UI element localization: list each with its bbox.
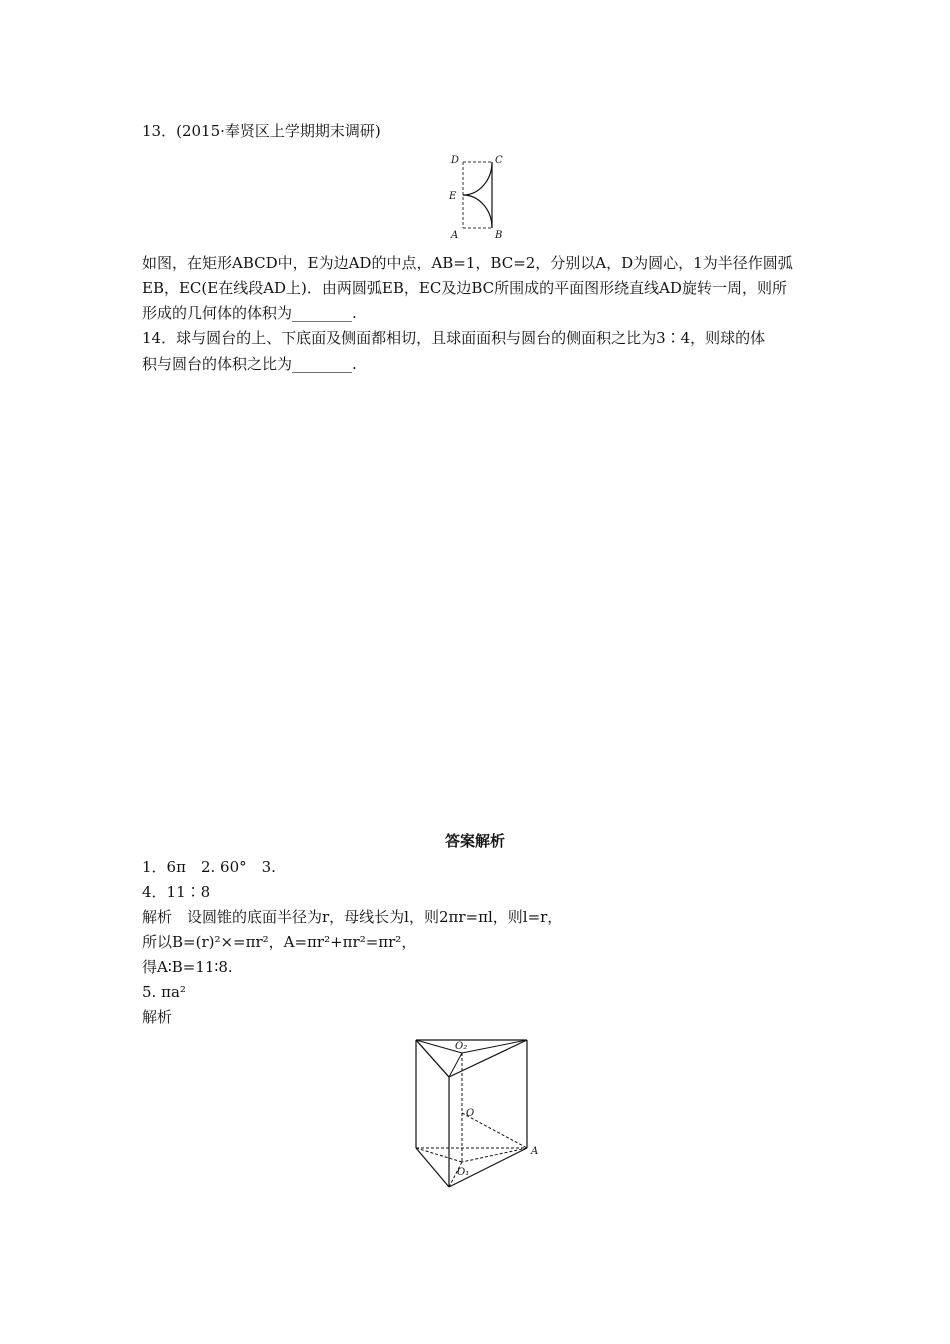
arc-EC: [463, 162, 492, 195]
answer-line-1: 1．6π 2. 60° 3.: [142, 858, 276, 876]
q14-text-line2: 积与圆台的体积之比为________.: [142, 355, 357, 373]
q13-text-line1: 如图，在矩形ABCD中，E为边AD的中点，AB=1，BC=2，分别以A，D为圆心，1为半径作圆弧: [142, 254, 793, 272]
answer-line-2: 4．11∶8: [142, 883, 211, 901]
q13-text-line3: 形成的几何体的体积为________.: [142, 304, 357, 322]
answer-line-6: 5. πa²: [142, 983, 186, 1001]
label-B: B: [495, 230, 503, 241]
label-O2: O₂: [455, 1041, 468, 1052]
q13-header: 13．(2015·奉贤区上学期期末调研): [142, 122, 381, 140]
label-O: O: [466, 1108, 475, 1119]
label-O1: O₁: [457, 1167, 470, 1178]
answer-line-5: 得A∶B=11∶8.: [142, 958, 233, 976]
label-D: D: [451, 155, 460, 166]
label-A: A: [531, 1146, 539, 1157]
label-A: A: [451, 230, 459, 241]
q13-text-line2: EB，EC(E在线段AD上)．由两圆弧EB，EC及边BC所围成的平面图形绕直线AD旋转一周，则所: [142, 279, 787, 297]
answer-line-7: 解析: [142, 1008, 173, 1026]
answers-title: 答案解析: [444, 832, 505, 850]
label-C: C: [495, 155, 503, 166]
arc-EB: [463, 195, 492, 228]
q14-text-line1: 14．球与圆台的上、下底面及侧面都相切，且球面面积与圆台的侧面积之比为3∶4，则球的体: [142, 329, 766, 347]
q13-figure: [445, 150, 515, 242]
answer-line-3: 解析 设圆锥的底面半径为r，母线长为l，则2πr=πl，则l=r，: [142, 908, 563, 926]
answer-line-4: 所以B=(r)²×=πr²，A=πr²+πr²=πr²，: [142, 933, 417, 951]
label-E: E: [449, 191, 457, 202]
prism-figure: [405, 1032, 555, 1198]
